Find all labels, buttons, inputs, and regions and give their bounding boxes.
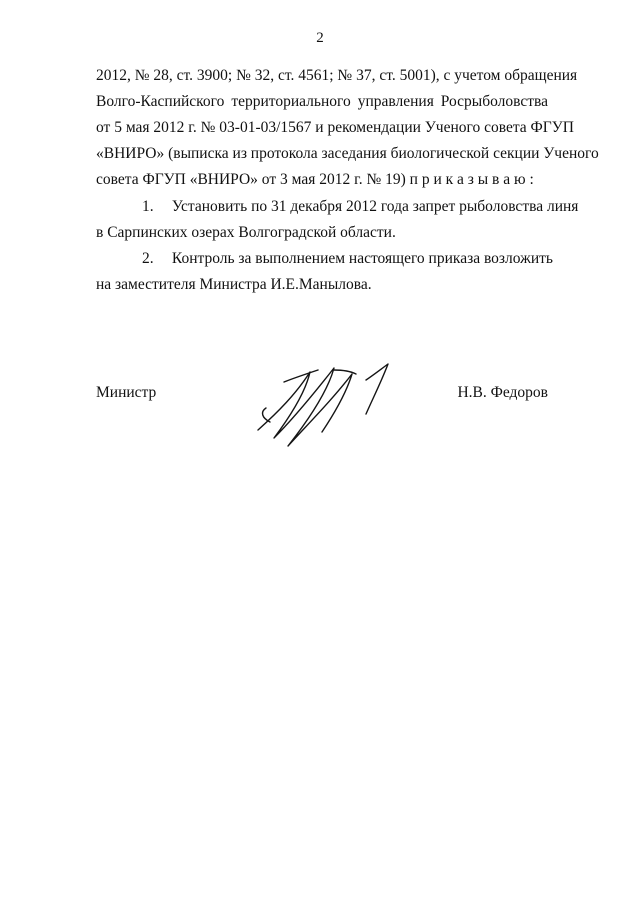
- point-continuation: на заместителя Министра И.Е.Манылова.: [96, 276, 372, 293]
- point-number: 1.: [142, 198, 154, 215]
- handwritten-signature: [248, 360, 408, 450]
- signatory-position: Министр: [96, 384, 157, 401]
- intro-line: 2012, № 28, ст. 3900; № 32, ст. 4561; № 37, ст. 5001), с учетом обращения: [96, 67, 578, 84]
- intro-line: совета ФГУП «ВНИРО» от 3 мая 2012 г. № 19) п р и к а з ы в а ю :: [96, 171, 534, 188]
- intro-line: от 5 мая 2012 г. № 03-01-03/1567 и рекомендации Ученого совета ФГУП: [96, 119, 574, 136]
- intro-paragraph: [96, 63, 599, 193]
- intro-line: Волго-Каспийского территориального управления Росрыболовства: [96, 93, 548, 110]
- signatory-name: Н.В. Федоров: [457, 384, 548, 401]
- point-2: [96, 246, 553, 298]
- page-number: 2: [316, 30, 324, 46]
- point-number: 2.: [142, 250, 154, 267]
- point-continuation: в Сарпинских озерах Волгоградской области.: [96, 224, 396, 241]
- point-first-line: [96, 246, 553, 272]
- intro-line: «ВНИРО» (выписка из протокола заседания биологической секции Ученого: [96, 145, 599, 162]
- point-text: Установить по 31 декабря 2012 года запрет рыболовства линя: [171, 198, 579, 215]
- point-first-line: [96, 194, 579, 220]
- point-1: [96, 194, 579, 246]
- point-text: Контроль за выполнением настоящего приказа возложить: [171, 250, 553, 267]
